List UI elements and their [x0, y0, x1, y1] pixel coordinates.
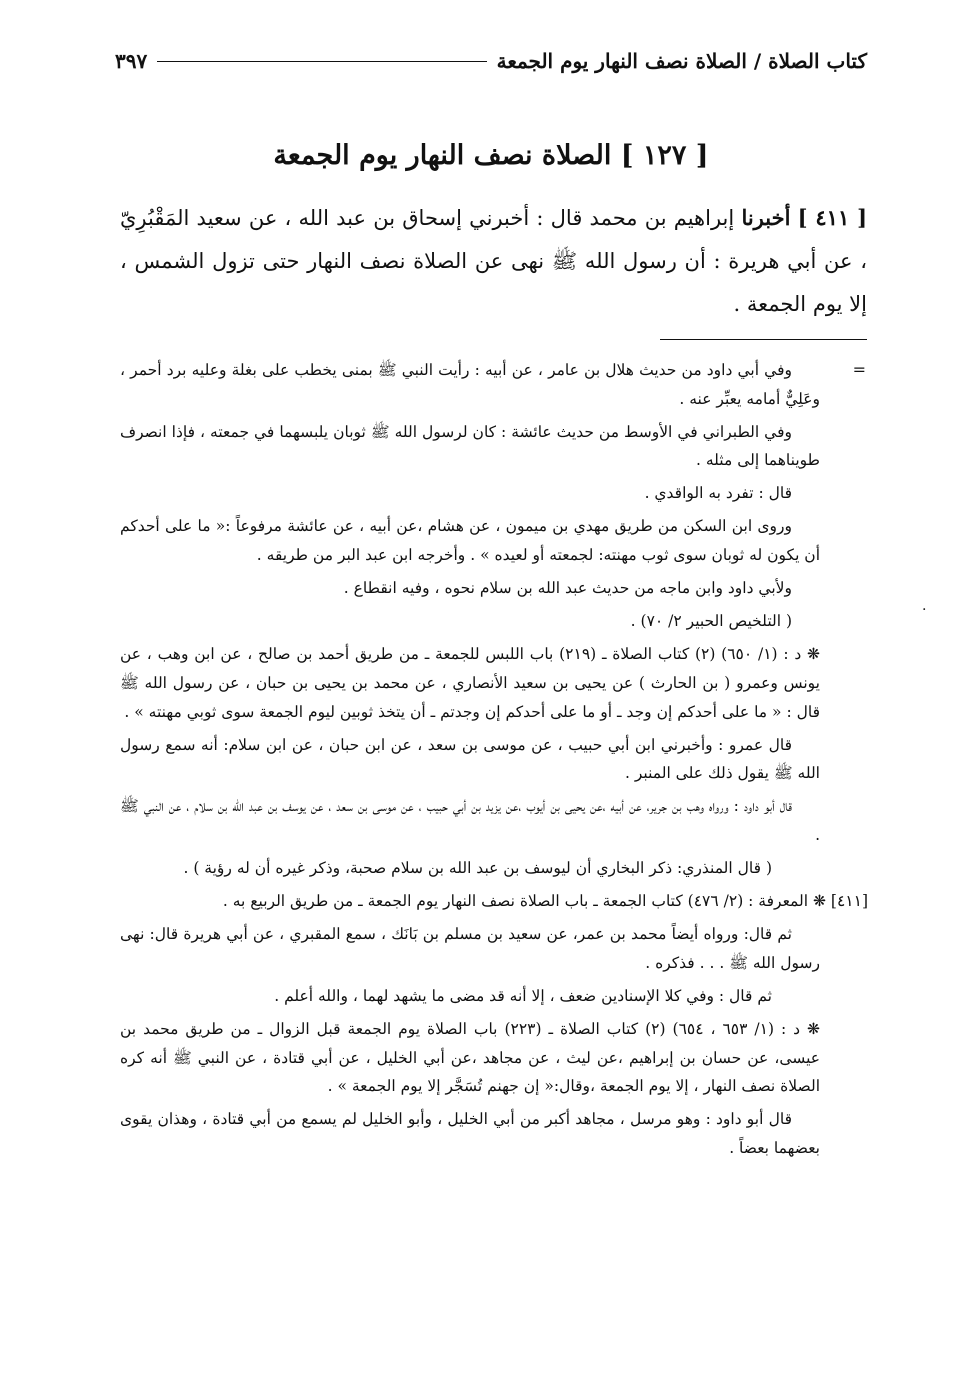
source-reference: [٤١١] ❋ المعرفة : (٢/ ٤٧٦) كتاب الجمعة ـ باب الصلاة نصف النهار يوم الجمعة ـ من طريق الربيع به .: [222, 892, 868, 911]
footnote-paragraph: ثم قال: ورواه أيضاً محمد بن عمر، عن سعيد بن مسلم بن بَانَك ، سمع المقبري ، عن أبي هريرة قال: نهى رسول الله ﷺ . . . فذكره .: [120, 925, 820, 972]
chapter-heading: [ ١٢٧ ] الصلاة نصف النهار يوم الجمعة: [273, 140, 709, 171]
hadith-number: [ ٤١١ ]: [797, 205, 867, 230]
hadith-text: [120, 196, 867, 326]
footnote-paragraph: وفي الطبراني في الأوسط من حديث عائشة : كان لرسول الله ﷺ ثوبان يلبسهما في جمعته ، فإذا انصرف طويناهما إلى مثله .: [120, 422, 820, 470]
hadith-body: إبراهيم بن محمد قال : أخبرني إسحاق بن عبد الله ، عن سعيد المَقْبُرِيّ ، عن أبي هريرة : أن رسول الله ﷺ نهى عن الصلاة نصف النهار حتى تزول الشمس ، إلا يوم الجمعة .: [120, 206, 867, 316]
footnote-paragraph: قال عمرو : وأخبرني ابن أبي حبيب ، عن موسى بن سعد ، عن ابن حبان ، عن ابن سلام: أنه سمع رسول الله ﷺ يقول ذلك على المنبر .: [120, 735, 820, 783]
footnote-paragraph: قال : تفرد به الواقدي .: [644, 484, 792, 503]
page-number: ٣٩٧: [115, 49, 148, 73]
footnote-paragraph: ولأبي داود وابن ماجه من حديث عبد الله بن سلام نحوه ، وفيه انقطاع .: [343, 579, 792, 598]
footnote-paragraph: وروى ابن السكن من طريق مهدي بن ميمون ، عن هشام ،عن أبيه ، عن عائشة مرفوعاً :« ما على أحدكم أن يكون له ثوبان سوى ثوب مهنته: لجمعته أو لعيده » . وأخرجه ابن عبد البر من طريقه .: [120, 517, 820, 565]
continuation-marker: =: [852, 360, 866, 379]
footnote-paragraph: قال أبو داود : ورواه وهب بن جرير، عن أبيه ،عن يحيى بن أيوب ،عن يزيد بن أبي حبيب ، عن موسى بن سعد ، عن يوسف بن عبد الله بن سلام ، عن النبي ﷺ .: [120, 797, 820, 844]
running-title: كتاب الصلاة / الصلاة نصف النهار يوم الجمعة: [496, 49, 867, 73]
margin-dot: .: [922, 598, 927, 614]
hadith-lead-word: أخبرنا: [741, 205, 791, 230]
footnote-paragraph: قال أبو داود : وهو مرسل ، مجاهد أكبر من أبي الخليل ، وأبو الخليل لم يسمع من أبي قتادة ، وهذان يقوى بعضهما بعضاً .: [120, 1110, 820, 1157]
footnote-divider: [660, 339, 867, 340]
footnote-paragraph: ثم قال : وفي كلا الإسنادين ضعف ، إلا أنه قد مضى ما يشهد لهما ، والله أعلم .: [274, 986, 772, 1005]
footnote-paragraph: وفي أبي داود من حديث هلال بن عامر ، عن أبيه : رأيت النبي ﷺ بمنى يخطب على بغلة وعليه برد أحمر ، وعَلِيٌّ أمامه يعبِّر عنه .: [120, 361, 820, 408]
footnote-paragraph: ( قال المنذري: ذكر البخاري أن ليوسف بن عبد الله بن سلام صحبة، وذكر غيره أن له رؤية ) .: [183, 859, 772, 877]
running-header: [115, 44, 867, 78]
source-reference: ❋ د : (١/ ٦٥٠) (٢) كتاب الصلاة ـ (٢١٩) باب اللبس للجمعة ـ من طريق أحمد بن صالح ، عن ابن وهب ، عن يونس وعمرو ( بن الحارث ) عن يحيى بن سعيد الأنصاري ، عن محمد بن يحيى بن حبان ، عن رسول الله ﷺ قال : « ما على أحدكم إن وجد ـ أو ما على أحدكم إن وجدتم ـ أن يتخذ ثوبين ليوم الجمعة سوى ثوبي مهنته » .: [120, 645, 820, 721]
source-reference: ❋ د : (١/ ٦٥٣ ، ٦٥٤) (٢) كتاب الصلاة ـ (٢٢٣) باب الصلاة يوم الجمعة قبل الزوال ـ من طريق محمد بن عيسى، عن حسان بن إبراهيم ،عن ليث ، عن مجاهد ،عن أبي الخليل ، عن أبي قتادة ، عن النبي ﷺ أنه كره الصلاة نصف النهار ، إلا يوم الجمعة ،وقال:« إن جهنم تُسَجَّر إلا يوم الجمعة » .: [120, 1019, 820, 1096]
header-rule: [157, 61, 486, 62]
footnotes: [120, 356, 868, 1167]
footnote-paragraph: ( التلخيص الحبير ٢/ ٧٠) .: [630, 612, 792, 631]
